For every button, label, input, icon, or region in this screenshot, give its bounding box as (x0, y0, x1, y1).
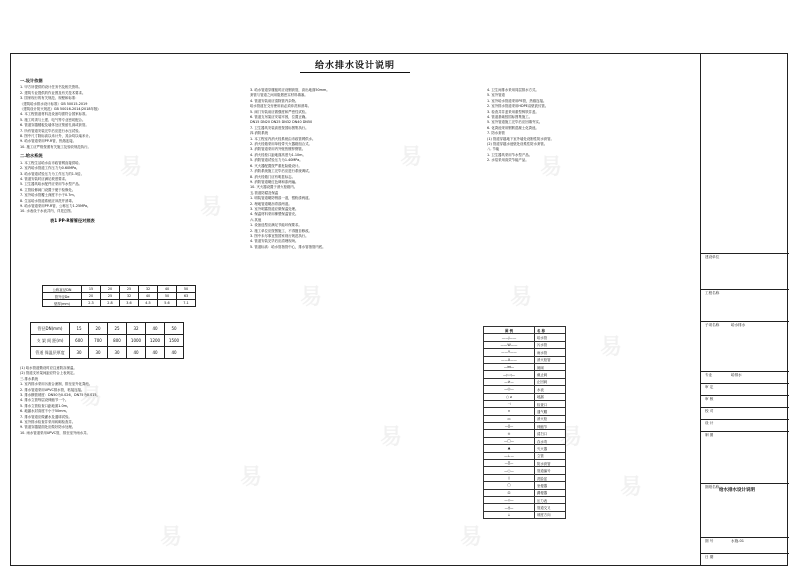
legend-label: 坐便器 (535, 482, 566, 489)
note-line: DN15 DN20 DN25 DN32 DN40 DN50 (250, 120, 313, 125)
legend-label: 存水弯 (535, 437, 566, 444)
note-line: 9. 消防管道刷红色调和漆两遍。 (250, 179, 299, 184)
legend-symbol: 图 例 (484, 327, 535, 334)
note-line: 2. 室外排水管道采用HDPE双壁波纹管。 (487, 104, 549, 109)
note-line: 《建筑给水排水设计标准》GB 50015-2019 (20, 101, 88, 106)
table-cell: 700 (89, 335, 108, 347)
legend-row (484, 467, 566, 474)
support-spacing-table (30, 322, 184, 359)
pipe-size-table (42, 285, 196, 307)
table-cell: 63 (177, 293, 196, 300)
table-cell: 40 (146, 323, 165, 335)
note-line: 10. 施工应严格按照有关施工及验收规范执行。 (20, 144, 91, 149)
legend-row (484, 363, 566, 370)
legend-label: 给水管 (535, 334, 566, 341)
note-line: 3. 给水管道穿楼板时应设钢套管，高出地面50mm。 (250, 88, 330, 92)
legend-label: 雨水管 (535, 349, 566, 356)
legend-label: 洗脸盆 (535, 474, 566, 481)
title-block-row (701, 537, 789, 550)
title-block-value: 给水排水 (731, 323, 746, 327)
title-block-value: 给排水 (731, 373, 742, 377)
table-cell: 40 (165, 347, 184, 359)
table-cell: 2.8 (101, 300, 120, 307)
sheet-title: 给水排水设计说明 (300, 58, 410, 73)
note-line: 2. 建筑专业提供的作业图及有关技术要求。 (20, 90, 86, 95)
legend-row (484, 437, 566, 444)
watermark-mark: 易 (300, 285, 323, 310)
legend-row (484, 349, 566, 356)
note-line: 10. 灭火器设置于消火栓箱内。 (250, 185, 298, 190)
title-block-value: 水施-01 (731, 539, 745, 543)
note-line: 7. 防水套管 (487, 131, 505, 136)
note-line: 6. 地漏水封高度不小于50mm。 (20, 409, 70, 414)
note-line: 9. 给水管道采用PP-R管，热熔连接。 (20, 139, 76, 144)
table-cell: 5.6 (158, 300, 177, 307)
title-block-label: 图 号 (705, 539, 714, 543)
note-line: 4. 排水立管每层设伸缩节一个。 (20, 398, 69, 403)
title-block-row (701, 321, 789, 334)
note-line: 1. 卫生器具采用节水型产品。 (487, 152, 532, 157)
table-cell: 50 (177, 286, 196, 293)
legend-row (484, 356, 566, 363)
legend-symbol: ——W—— (484, 341, 535, 348)
legend-symbol: —○— (484, 467, 535, 474)
note-line: 5. 室外管道施工完毕后应回填夯实。 (487, 120, 543, 125)
table-cell: 20 (89, 323, 108, 335)
legend-label: 压力表 (535, 496, 566, 503)
note-line: 3. 图中未尽事宜按国家现行规范执行。 (250, 233, 309, 238)
table-cell: 20 (82, 293, 101, 300)
legend-symbol: —⊘— (484, 378, 535, 385)
legend-row (484, 408, 566, 415)
note-line: 6. 化粪池采用钢筋混凝土化粪池。 (487, 125, 539, 130)
legend-row (484, 386, 566, 393)
note-line: 2. 水泵采用高效节能产品。 (487, 158, 529, 163)
legend-label: 水表 (535, 386, 566, 393)
legend-row (484, 393, 566, 400)
table-row (43, 293, 196, 300)
legend-symbol: —⊥— (484, 452, 535, 459)
legend-label: 名 称 (535, 327, 566, 334)
watermark-mark: 易 (240, 465, 263, 490)
table-caption: 表1 PP-R管管径对照表 (50, 217, 95, 223)
watermark-mark: 易 (120, 155, 143, 180)
note-line: 套管与管道之间用阻燃密实材料填塞。 (250, 93, 308, 98)
title-block (700, 53, 789, 566)
note-line: 10. 雨水管道采用UPVC管，排至室外雨水井。 (20, 430, 90, 435)
legend-row (484, 445, 566, 452)
note-line: 2. 室内给水管道工作压力为0.60MPa。 (20, 166, 80, 171)
legend-symbol: ⊡ (484, 489, 535, 496)
legend-symbol: ↓ (484, 511, 535, 518)
table-cell: 管外径De (43, 293, 82, 300)
section-heading: 二.给水系统 (20, 153, 43, 159)
table-cell: 1200 (146, 335, 165, 347)
title-block-row (701, 289, 789, 302)
note-line: 7. 所有管道安装完毕后应进行水压试验。 (20, 128, 82, 133)
table-cell: 25 (101, 293, 120, 300)
title-block-label: 专业 (705, 373, 713, 377)
legend-row (484, 423, 566, 430)
table-cell: 800 (108, 335, 127, 347)
table-cell: 32 (120, 293, 139, 300)
note-line: 3. 检查井井盖采用重型铸铁井盖。 (487, 109, 539, 114)
note-line: 3. 给水管道试验压力为工作压力的1.5倍。 (20, 171, 84, 176)
note-line: 6. 灭火器配置按严重危险级设计。 (250, 163, 302, 168)
title-block-label: 审 核 (705, 397, 714, 401)
legend-symbol: ⊣ (484, 400, 535, 407)
notes-block-lower (20, 366, 220, 436)
legend-symbol: —╳— (484, 460, 535, 467)
note-line: 五.管道防腐及保温 (250, 190, 279, 195)
table-cell: 管径DN(mm) (31, 323, 70, 335)
title-block-value: 给水排水设计说明 (719, 488, 755, 493)
title-block-label: 设 计 (705, 421, 714, 425)
table-cell: 40 (146, 347, 165, 359)
legend-symbol: ▯ (484, 474, 535, 481)
note-line: (1) 管道穿越地下室外墙处设刚性防水套管。 (487, 136, 554, 141)
watermark-mark: 易 (540, 155, 563, 180)
watermark-mark: 易 (380, 425, 403, 450)
note-line: 4. 卫生间排水采用同层排水方式。 (487, 88, 539, 92)
table-cell: 1000 (127, 335, 146, 347)
table-cell: 3.6 (120, 300, 139, 307)
legend-label: 通气帽 (535, 408, 566, 415)
legend-row (484, 415, 566, 422)
title-block-label: 日 期 (705, 555, 714, 559)
note-line: 3. 国家现行的有关规范、规程和标准： (20, 96, 79, 101)
note-line: 8. 生活给水管道系统应冲洗并消毒。 (20, 198, 76, 203)
table-cell: 壁厚(mm) (43, 300, 82, 307)
note-line: 8. 图中尺寸除标高以米计外，其余均以毫米计。 (20, 134, 93, 139)
note-line: 1. 设备选型应满足节能环保要求。 (250, 223, 302, 228)
table-cell: 30 (89, 347, 108, 359)
legend-symbol: —□— (484, 437, 535, 444)
legend-symbol: ⊙ (484, 430, 535, 437)
note-line: 《建筑设计防火规范》GB 50016-2014(2018年版) (20, 107, 99, 112)
table-cell: 15 (82, 286, 101, 293)
note-line: 8. 消火栓箱门应有明显标志。 (250, 174, 295, 179)
title-block-label: 制 图 (705, 433, 714, 437)
legend-row (484, 482, 566, 489)
note-line: 八. 节能 (487, 147, 500, 152)
table-cell: 40 (139, 293, 158, 300)
note-line: 4. 管道安装时应满足坡度要求。 (20, 176, 69, 181)
table-row (31, 347, 184, 359)
watermark-mark: 易 (560, 425, 583, 450)
note-line: 1. 室外给水管道采用PE管，热熔连接。 (487, 98, 547, 103)
legend-row (484, 400, 566, 407)
legend-symbol: ——X—— (484, 356, 535, 363)
legend-symbol: ——J—— (484, 334, 535, 341)
title-block-row (701, 431, 789, 444)
table-cell: 20 (101, 286, 120, 293)
legend-label: 管道编号 (535, 467, 566, 474)
table-cell: 25 (108, 323, 127, 335)
watermark-mark: 易 (200, 195, 223, 220)
legend-label: 污水管 (535, 341, 566, 348)
notes-column-3 (487, 88, 672, 164)
table-cell: 30 (108, 347, 127, 359)
legend-symbol: —◎— (484, 386, 535, 393)
note-line: 10. 水表设于水表井内，详见总图。 (20, 209, 74, 214)
watermark-mark: 易 (160, 525, 183, 550)
table-cell: 2.3 (82, 300, 101, 307)
note-line: 5. 排水立管检查口距地面1.0m。 (20, 403, 71, 408)
legend-row (484, 334, 566, 341)
table-cell: 25 (120, 286, 139, 293)
note-line: 4. 管道安装前应清除管内杂物。 (250, 98, 299, 103)
legend-symbol: ○ ⌀ (484, 393, 535, 400)
watermark-mark: 易 (400, 145, 423, 170)
note-line: 三.排水系统 (20, 376, 39, 381)
note-line: 2. 排水管道采用UPVC排水管，粘接连接。 (20, 387, 85, 392)
note-line: 1. 本工程生活给水由市政管网直接供给。 (20, 160, 82, 165)
note-line: 给水管道在交付使用前必须冲洗和消毒。 (250, 104, 312, 109)
note-line: 6. 管道穿越楼板及墙体处应预留孔洞或套管。 (20, 123, 89, 128)
legend-symbol: ▭ (484, 415, 535, 422)
table-row (31, 335, 184, 347)
table-cell: 50 (165, 323, 184, 335)
note-line: (2) 管道支吊架间距应符合上表规定。 (20, 371, 77, 376)
notes-column-2 (250, 88, 475, 250)
legend-label: 消火栓管 (535, 356, 566, 363)
title-block-row (701, 253, 789, 266)
legend-label: 伸缩节 (535, 423, 566, 430)
legend-row (484, 341, 566, 348)
note-line: 1. 室内排水采用污废合流制，排至室外化粪池。 (20, 382, 93, 387)
note-line: 9. 给水管道采用PP-R管，公称压力1.25MPa。 (20, 203, 91, 208)
legend-label: 蹲便器 (535, 489, 566, 496)
title-block-label: 校 对 (705, 409, 714, 413)
table-cell: 支 架 间 距(m) (31, 335, 70, 347)
note-line: (1) 给水管道敷设时应注意防冻保温。 (20, 366, 77, 370)
legend-label: 管道交叉 (535, 504, 566, 511)
note-line: 1. 明装管道刷防锈漆一道，银粉漆两道。 (250, 196, 312, 201)
note-line: 5. 施工时须与土建、电气等专业密切配合。 (20, 117, 86, 122)
note-line: 9. 管道穿越屋面处应做好防水处理。 (20, 425, 76, 430)
legend-label: 防水套管 (535, 460, 566, 467)
table-cell: 40 (127, 347, 146, 359)
legend-row (484, 496, 566, 503)
title-block-row (701, 483, 789, 496)
note-line: 2. 消火栓箱采用单栓带灭火器箱组合式。 (250, 142, 312, 147)
table-cell: 32 (139, 286, 158, 293)
legend-label: 检查口 (535, 400, 566, 407)
legend-symbol: —◇— (484, 496, 535, 503)
table-row (43, 286, 196, 293)
legend-label: 截止阀 (535, 371, 566, 378)
table-cell: 30 (70, 347, 89, 359)
note-line: 4. 管道安装完毕后应清理现场。 (250, 239, 299, 244)
legend-symbol: ——Y—— (484, 349, 535, 356)
note-line: 4. 消火栓栓口距地面高度为1.10m。 (250, 152, 306, 157)
legend-label: 灭火器 (535, 445, 566, 452)
note-line: 7. 卫生器具安装高度按国标图集执行。 (250, 125, 309, 130)
legend-row (484, 460, 566, 467)
table-row (43, 300, 196, 307)
legend-symbol: ▲ (484, 445, 535, 452)
note-line: 2. 埋地管道刷沥青漆两道。 (250, 201, 292, 206)
legend-symbol: —⋈— (484, 363, 535, 370)
table-cell: 4.5 (139, 300, 158, 307)
legend-row (484, 430, 566, 437)
legend-symbol: —▷◁— (484, 371, 535, 378)
table-cell: 15 (70, 323, 89, 335)
title-block-label: 图纸名称 (705, 485, 720, 489)
legend-row (484, 489, 566, 496)
note-line: 5. 消防管道试验压力为1.40MPa。 (250, 158, 303, 163)
watermark-mark: 易 (80, 385, 103, 410)
table-cell: 7.1 (177, 300, 196, 307)
legend-row (484, 371, 566, 378)
note-line: 四.消防系统 (250, 131, 269, 136)
legend-row (484, 474, 566, 481)
title-block-label: 审 定 (705, 385, 714, 389)
legend-label: 坡度方向 (535, 511, 566, 518)
notes-block (20, 85, 220, 150)
legend-label: 止回阀 (535, 378, 566, 385)
note-line: 5. 阀门安装前应做强度和严密性试验。 (250, 109, 309, 114)
legend-row (484, 452, 566, 459)
table-cell: 600 (70, 335, 89, 347)
note-line: 1. 本工程室内消火栓系统由市政管网供水。 (250, 136, 316, 141)
legend-row (484, 378, 566, 385)
title-block-label: 建设单位 (705, 255, 720, 259)
note-line: 六.其他 (250, 217, 262, 222)
note-line: 6. 管道支吊架应安装牢固，位置正确。 (250, 115, 309, 120)
watermark-mark: 易 (600, 335, 623, 360)
note-line: 7. 消防系统施工完毕后应进行系统调试。 (250, 169, 312, 174)
legend-label: 闸阀 (535, 363, 566, 370)
table-cell: 40 (158, 286, 177, 293)
legend-symbol: —‖— (484, 423, 535, 430)
legend-symbol: —┼— (484, 504, 535, 511)
watermark-mark: 易 (620, 475, 643, 500)
section-heading: 一.设计依据 (20, 78, 43, 83)
note-line: 1. 甲方所提供的设计任务书及相关资料。 (20, 85, 82, 90)
table-cell: 公称直径DN (43, 286, 82, 293)
legend-row (484, 504, 566, 511)
note-line: 5. 室外管道 (487, 93, 505, 98)
legend-label: 清扫口 (535, 430, 566, 437)
note-line: 5. 管道标高：给水管指管中心，排水管指管内底。 (250, 244, 326, 249)
legend-symbol: ▢ (484, 482, 535, 489)
legend-table (483, 326, 566, 519)
legend-row (484, 327, 566, 334)
note-line: 4. 管道基础按国标图集施工。 (487, 115, 532, 120)
table-row (31, 323, 184, 335)
note-line: 7. 室外给水管覆土深度不小于0.7m。 (20, 193, 78, 198)
title-block-label: 工程名称 (705, 291, 720, 295)
note-line: 2. 施工单位应按图施工，不得擅自修改。 (250, 228, 312, 233)
watermark-mark: 易 (460, 525, 483, 550)
note-line: 3. 排水横管坡度：DN50为0.026，DN75为0.015。 (20, 393, 100, 398)
note-line: 4. 保温材料采用橡塑保温管壳。 (250, 212, 299, 217)
table-cell: 32 (127, 323, 146, 335)
legend-row (484, 511, 566, 518)
table-cell: 1500 (165, 335, 184, 347)
note-line: (2) 管道穿越水池壁处设柔性防水套管。 (487, 142, 548, 147)
title-block-row (701, 553, 789, 566)
note-line: 5. 卫生器具给水配件应采用节水型产品。 (20, 182, 82, 187)
legend-label: 消火栓 (535, 415, 566, 422)
note-line: 3. 消防管道采用内外壁热镀锌钢管。 (250, 147, 306, 152)
legend-label: 立管 (535, 452, 566, 459)
note-line: 4. 本工程管道材料及设备均需符合国家标准。 (20, 112, 89, 117)
table-cell: 管道 保温层厚度 (31, 347, 70, 359)
watermark-mark: 易 (510, 285, 533, 310)
note-line: 6. 立管检修阀门设置于便于检修处。 (20, 187, 76, 192)
legend-symbol: ∩ (484, 408, 535, 415)
note-line: 3. 室外明露管道应做保温处理。 (250, 206, 299, 211)
note-line: 8. 室外排水检查井采用砖砌检查井。 (20, 420, 76, 425)
table-cell: 50 (158, 293, 177, 300)
legend-label: 地漏 (535, 393, 566, 400)
title-block-label: 子项名称 (705, 323, 720, 327)
note-line: 7. 排水管道应做灌水及通球试验。 (20, 414, 72, 419)
